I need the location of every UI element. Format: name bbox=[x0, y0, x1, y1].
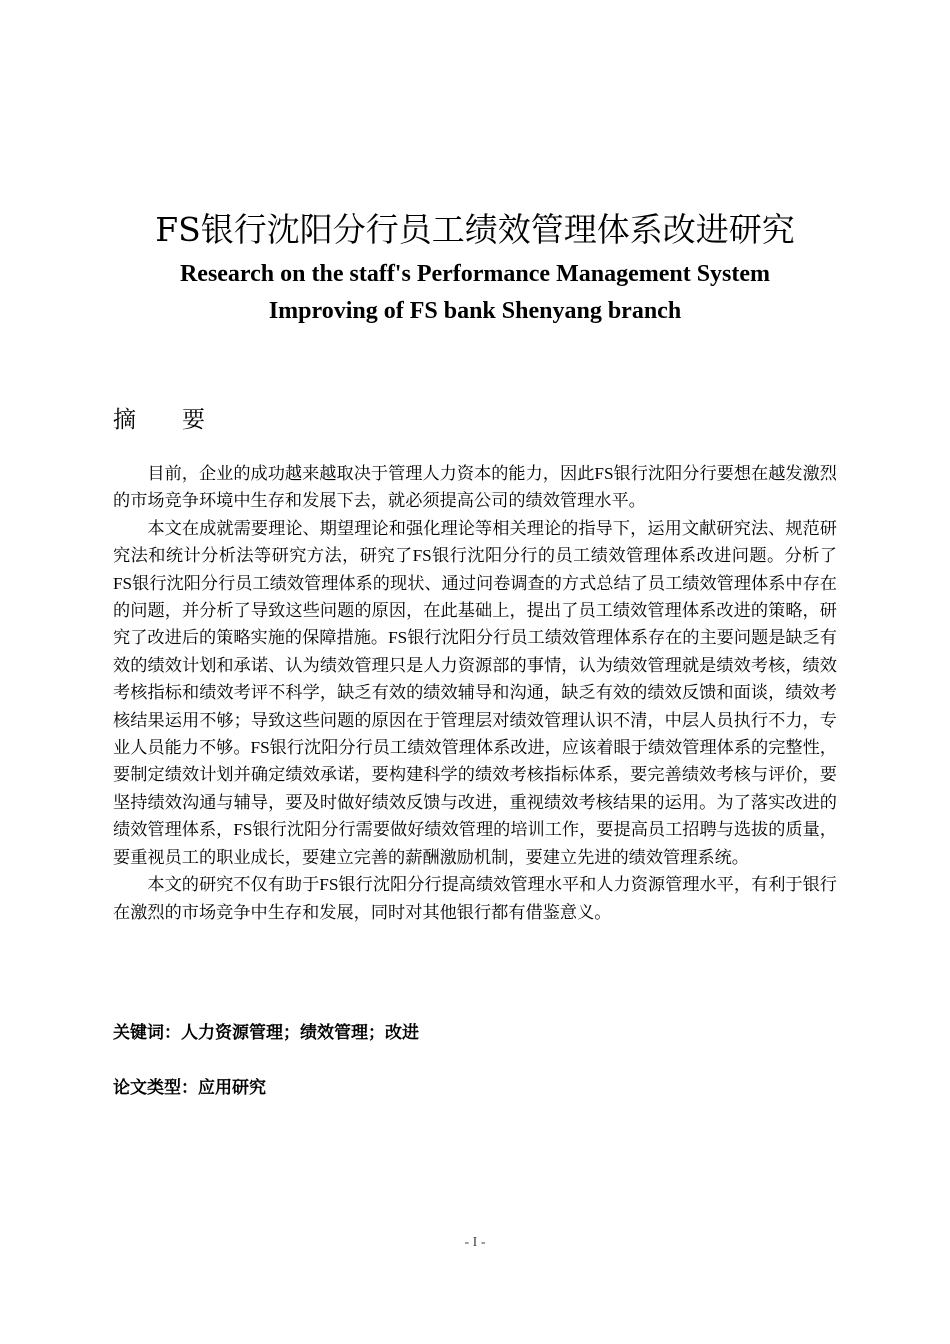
paper-type-line: 论文类型：应用研究 bbox=[113, 1078, 266, 1098]
abstract-heading bbox=[113, 404, 205, 436]
page-number: - I - bbox=[464, 1235, 486, 1250]
chinese-title: FS银行沈阳分行员工绩效管理体系改进研究 bbox=[155, 210, 795, 249]
english-title-line-1: Research on the staff's Performance Management System bbox=[179, 261, 771, 287]
abstract-body bbox=[113, 460, 837, 926]
english-title bbox=[0, 256, 950, 330]
keywords-line: 关键词：人力资源管理；绩效管理；改进 bbox=[113, 1023, 419, 1043]
english-title-line-2: Improving of FS bank Shenyang branch bbox=[268, 298, 682, 324]
abstract-paragraph-2: 本文在成就需要理论、期望理论和强化理论等相关理论的指导下，运用文献研究法、规范研究法和统计分析法等研究方法，研究了FS银行沈阳分行的员工绩效管理体系改进问题。分析了FS银行沈阳分行员工绩效管理体系的现状、通过问卷调查的方式总结了员工绩效管理体系中存在的问题，并分析了导致这些问题的原因，在此基础上，提出了员工绩效管理体系改进的策略，研究了改进后的策略实施的保障措施。FS银行沈阳分行员工绩效管理体系存在的主要问题是缺乏有效的绩效计划和承诺、认为绩效管理只是人力资源部的事情，认为绩效管理就是绩效考核，绩效考核指标和绩效考评不科学，缺乏有效的绩效辅导和沟通，缺乏有效的绩效反馈和面谈，绩效考核结果运用不够；导致这些问题的原因在于管理层对绩效管理认识不清，中层人员执行不力，专业人员能力不够。FS银行沈阳分行员工绩效管理体系改进，应该着眼于绩效管理体系的完整性，要制定绩效计划并确定绩效承诺，要构建科学的绩效考核指标体系，要完善绩效考核与评价，要坚持绩效沟通与辅导，要及时做好绩效反馈与改进，重视绩效考核结果的运用。为了落实改进的绩效管理体系，FS银行沈阳分行需要做好绩效管理的培训工作，要提高员工招聘与选拔的质量，要重视员工的职业成长，要建立完善的薪酬激励机制，要建立先进的绩效管理系统。 bbox=[113, 518, 837, 867]
abstract-heading-char-1: 摘 bbox=[113, 407, 136, 433]
abstract-paragraph-1: 目前，企业的成功越来越取决于管理人力资本的能力，因此FS银行沈阳分行要想在越发激烈的市场竞争环境中生存和发展下去，就必须提高公司的绩效管理水平。 bbox=[113, 464, 837, 511]
abstract-heading-char-2: 要 bbox=[182, 407, 205, 433]
abstract-paragraph-3: 本文的研究不仅有助于FS银行沈阳分行提高绩效管理水平和人力资源管理水平，有利于银行在激烈的市场竞争中生存和发展，同时对其他银行都有借鉴意义。 bbox=[113, 875, 837, 922]
